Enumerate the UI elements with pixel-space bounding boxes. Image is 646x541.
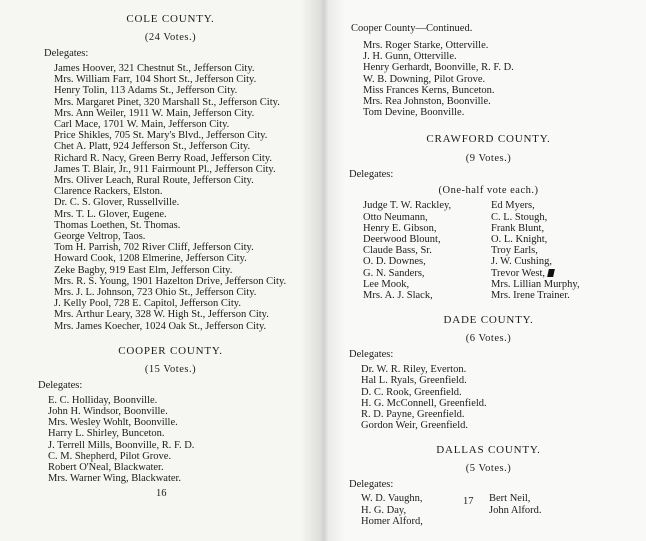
crawford-column-1	[363, 200, 491, 301]
crawford-delegate-columns	[363, 200, 628, 301]
dallas-county-heading: DALLAS COUNTY.	[436, 444, 541, 457]
delegate-entry: Mrs. Ann Weiler, 1911 W. Main, Jefferson City.	[54, 107, 255, 119]
dallas-delegates-label: Delegates:	[349, 479, 394, 491]
delegate-entry: Mrs. Margaret Pinet, 320 Marshall St., Jefferson City.	[54, 96, 280, 108]
delegate-entry: James T. Blair, Jr., 911 Fairmount Pl., Jefferson City.	[54, 163, 276, 175]
delegate-entry: J. H. Gunn, Otterville.	[363, 51, 457, 63]
dade-delegates-label: Delegates:	[349, 349, 394, 361]
delegate-entry: John H. Windsor, Boonville.	[48, 406, 168, 418]
delegate-entry: C. L. Stough,	[491, 211, 548, 223]
delegate-entry: Gordon Weir, Greenfield.	[361, 420, 469, 432]
delegate-entry: Mrs. J. L. Johnson, 723 Ohio St., Jefferson City.	[54, 287, 257, 299]
page-number-left: 16	[156, 488, 167, 499]
delegate-entry: H. G. McConnell, Greenfield.	[361, 397, 487, 409]
delegate-entry: Mrs. James Koecher, 1024 Oak St., Jefferson City.	[54, 320, 267, 332]
delegate-entry: H. G. Day,	[361, 504, 407, 516]
delegate-entry: C. M. Shepherd, Pilot Grove.	[48, 450, 172, 462]
cole-delegate-list	[54, 63, 307, 332]
delegate-entry: Harry L. Shirley, Bunceton.	[48, 428, 165, 440]
delegate-entry: Miss Frances Kerns, Bunceton.	[363, 84, 495, 96]
dade-county-heading: DADE COUNTY.	[443, 314, 534, 327]
right-page	[323, 0, 646, 541]
delegate-entry: J. Terrell Mills, Boonville, R. F. D.	[48, 439, 195, 451]
delegate-entry: Mrs. Lillian Murphy,	[491, 278, 580, 290]
delegate-entry: Mrs. R. S. Young, 1901 Hazelton Drive, Jefferson City.	[54, 275, 287, 287]
delegate-entry: Henry Tolin, 113 Adams St., Jefferson City.	[54, 85, 238, 97]
delegate-entry: Bert Neil,	[489, 493, 531, 505]
delegate-entry: Mrs. T. L. Glover, Eugene.	[54, 208, 167, 220]
delegate-entry: George Veltrop, Taos.	[54, 231, 146, 243]
cooper-continued-list	[363, 40, 628, 118]
delegate-entry: Otto Neumann,	[363, 211, 428, 223]
dallas-delegate-columns	[361, 493, 628, 527]
delegate-entry: Claude Bass, Sr.	[363, 245, 432, 257]
cole-delegates-label: Delegates:	[44, 48, 89, 59]
delegate-entry: W. D. Vaughn,	[361, 493, 423, 505]
crawford-column-2	[491, 200, 628, 301]
delegate-entry: Henry Gerhardt, Boonville, R. F. D.	[363, 62, 514, 74]
delegate-entry: James Hoover, 321 Chestnut St., Jefferson City.	[54, 63, 255, 74]
crawford-delegates-label: Delegates:	[349, 169, 394, 181]
delegate-entry: Tom Devine, Boonville.	[363, 107, 465, 119]
dade-delegate-list	[361, 364, 628, 431]
delegate-entry: Homer Alford,	[361, 515, 423, 527]
delegate-entry: Robert O'Neal, Blackwater.	[48, 462, 164, 474]
delegate-entry: Richard R. Nacy, Green Berry Road, Jefferson City.	[54, 152, 273, 164]
delegate-entry: Howard Cook, 1208 Elmerine, Jefferson City.	[54, 253, 247, 265]
delegate-entry: Lee Mook,	[363, 278, 410, 290]
delegate-entry: J. Kelly Pool, 728 E. Capitol, Jefferson City.	[54, 298, 241, 310]
delegate-entry: Thomas Loethen, St. Thomas.	[54, 219, 181, 231]
cooper-county-heading: COOPER COUNTY.	[118, 344, 223, 357]
delegate-entry: Mrs. Rea Johnston, Boonville.	[363, 96, 491, 108]
delegate-entry: Henry E. Gibson,	[363, 222, 437, 234]
crawford-county-votes: (9 Votes.)	[465, 153, 512, 165]
delegate-entry: D. C. Rook, Greenfield.	[361, 386, 462, 398]
delegate-entry: Ed Myers,	[491, 200, 535, 212]
delegate-entry: J. W. Cushing,	[491, 256, 552, 268]
crawford-vote-note: (One-half vote each.)	[438, 185, 539, 197]
delegate-entry: Dr. W. R. Riley, Everton.	[361, 364, 467, 376]
delegate-entry: Mrs. Irene Trainer.	[491, 290, 570, 302]
dallas-column-2	[489, 493, 628, 527]
page-number-right: 17	[463, 496, 474, 507]
delegate-entry: Troy Earls,	[491, 245, 538, 257]
cooper-county-votes: (15 Votes.)	[144, 363, 197, 375]
delegate-entry: John Alford.	[489, 504, 542, 516]
crawford-county-heading: CRAWFORD COUNTY.	[426, 133, 551, 146]
cooper-delegates-label: Delegates:	[38, 379, 83, 391]
ink-mark-icon	[547, 269, 555, 277]
delegate-entry: Zeke Bagby, 919 East Elm, Jefferson City.	[54, 264, 233, 276]
delegate-entry: Mrs. William Farr, 104 Short St., Jefferson City.	[54, 74, 257, 86]
delegate-entry: R. D. Payne, Greenfield.	[361, 409, 465, 421]
cooper-continued-heading: Cooper County—Continued.	[351, 23, 473, 34]
delegate-entry: Mrs. A. J. Slack,	[363, 290, 433, 302]
delegate-entry: Price Shikles, 705 St. Mary's Blvd., Jefferson City.	[54, 130, 268, 142]
delegate-entry: Trevor West,	[491, 268, 628, 279]
delegate-entry: Hal L. Ryals, Greenfield.	[361, 375, 467, 387]
dade-county-votes: (6 Votes.)	[465, 333, 512, 345]
cole-county-votes: (24 Votes.)	[144, 32, 197, 43]
dallas-county-votes: (5 Votes.)	[465, 463, 512, 475]
delegate-entry: Clarence Rackers, Elston.	[54, 186, 163, 198]
delegate-entry: W. B. Downing, Pilot Grove.	[363, 73, 486, 85]
cole-county-heading: COLE COUNTY.	[126, 13, 215, 25]
delegate-entry: Judge T. W. Rackley,	[363, 200, 452, 212]
delegate-entry: Deerwood Blount,	[363, 234, 441, 246]
delegate-entry: Frank Blunt,	[491, 222, 545, 234]
delegate-entry: Mrs. Warner Wing, Blackwater.	[48, 473, 182, 485]
delegate-entry: Mrs. Arthur Leary, 328 W. High St., Jefferson City.	[54, 309, 269, 321]
delegate-entry: Tom H. Parrish, 702 River Cliff, Jefferson City.	[54, 242, 254, 254]
cooper-delegate-list	[48, 395, 307, 485]
delegate-entry: Dr. C. S. Glover, Russellville.	[54, 197, 180, 209]
delegate-entry: O. D. Downes,	[363, 256, 426, 268]
delegate-entry: Mrs. Wesley Wohlt, Boonville.	[48, 417, 178, 429]
delegate-entry: O. L. Knight,	[491, 234, 548, 246]
delegate-entry: G. N. Sanders,	[363, 267, 425, 279]
delegate-entry: Chet A. Platt, 924 Jefferson St., Jefferson City.	[54, 141, 251, 153]
delegate-entry: Carl Mace, 1701 W. Main, Jefferson City.	[54, 119, 230, 131]
delegate-entry: E. C. Holliday, Boonville.	[48, 394, 158, 406]
delegate-entry: Mrs. Roger Starke, Otterville.	[363, 40, 489, 51]
delegate-entry: Mrs. Oliver Leach, Rural Route, Jefferson City.	[54, 175, 254, 187]
